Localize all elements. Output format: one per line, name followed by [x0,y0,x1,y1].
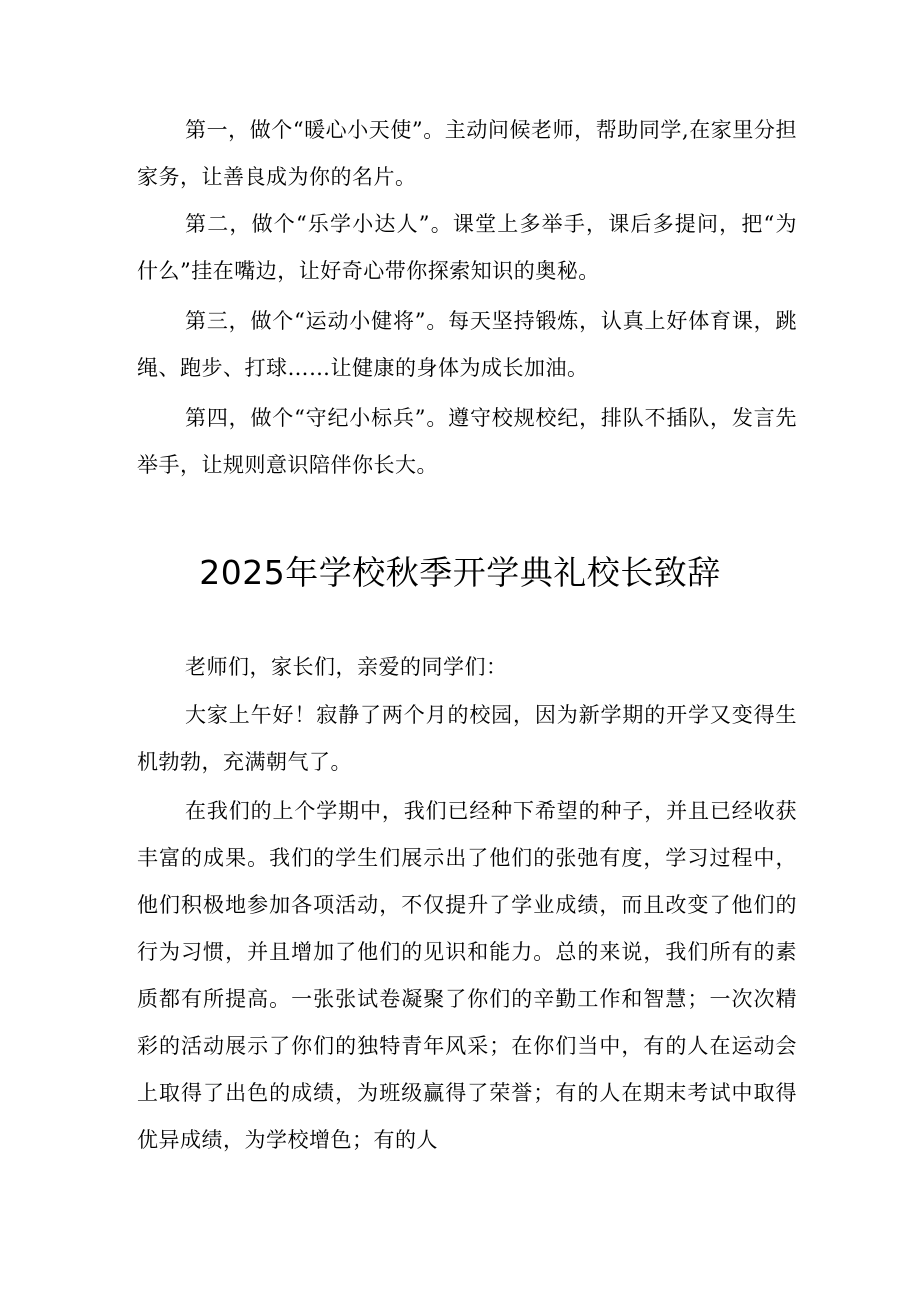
paragraph-third: 第三，做个“运动小健将”。每天坚持锻炼，认真上好体育课，跳绳、跑步、打球……让健康的身体为成长加油。 [137,309,797,380]
speech-greeting: 老师们，家长们，亲爱的同学们： [185,655,508,679]
paragraph-opening: 大家上午好！寂静了两个月的校园，因为新学期的开学又变得生机勃勃，充满朝气了。 [137,703,797,774]
paragraph-fourth: 第四，做个“守纪小标兵”。遵守校规校纪，排队不插队，发言先举手，让规则意识陪伴你长大。 [137,406,797,477]
speech-title: 2025年学校秋季开学典礼校长致辞 [199,553,721,592]
paragraph-second: 第二，做个“乐学小达人”。课堂上多举手，课后多提问，把“为什么”挂在嘴边，让好奇心带你探索知识的奥秘。 [137,212,797,283]
paragraph-review: 在我们的上个学期中，我们已经种下希望的种子，并且已经收获丰富的成果。我们的学生们展示出了他们的张弛有度，学习过程中，他们积极地参加各项活动，不仅提升了学业成绩，而且改变了他们的行为习惯，并且增加了他们的见识和能力。总的来说，我们所有的素质都有所提高。一张张试卷凝聚了你们的辛勤工作和智慧；一次次精彩的活动展示了你们的独特青年风采；在你们当中，有的人在运动会上取得了出色的成绩，为班级赢得了荣誉；有的人在期末考试中取得优异成绩，为学校增色；有的人 [137,799,797,1152]
paragraph-first: 第一，做个“暖心小天使”。主动问候老师，帮助同学,在家里分担家务，让善良成为你的名片。 [137,118,797,189]
